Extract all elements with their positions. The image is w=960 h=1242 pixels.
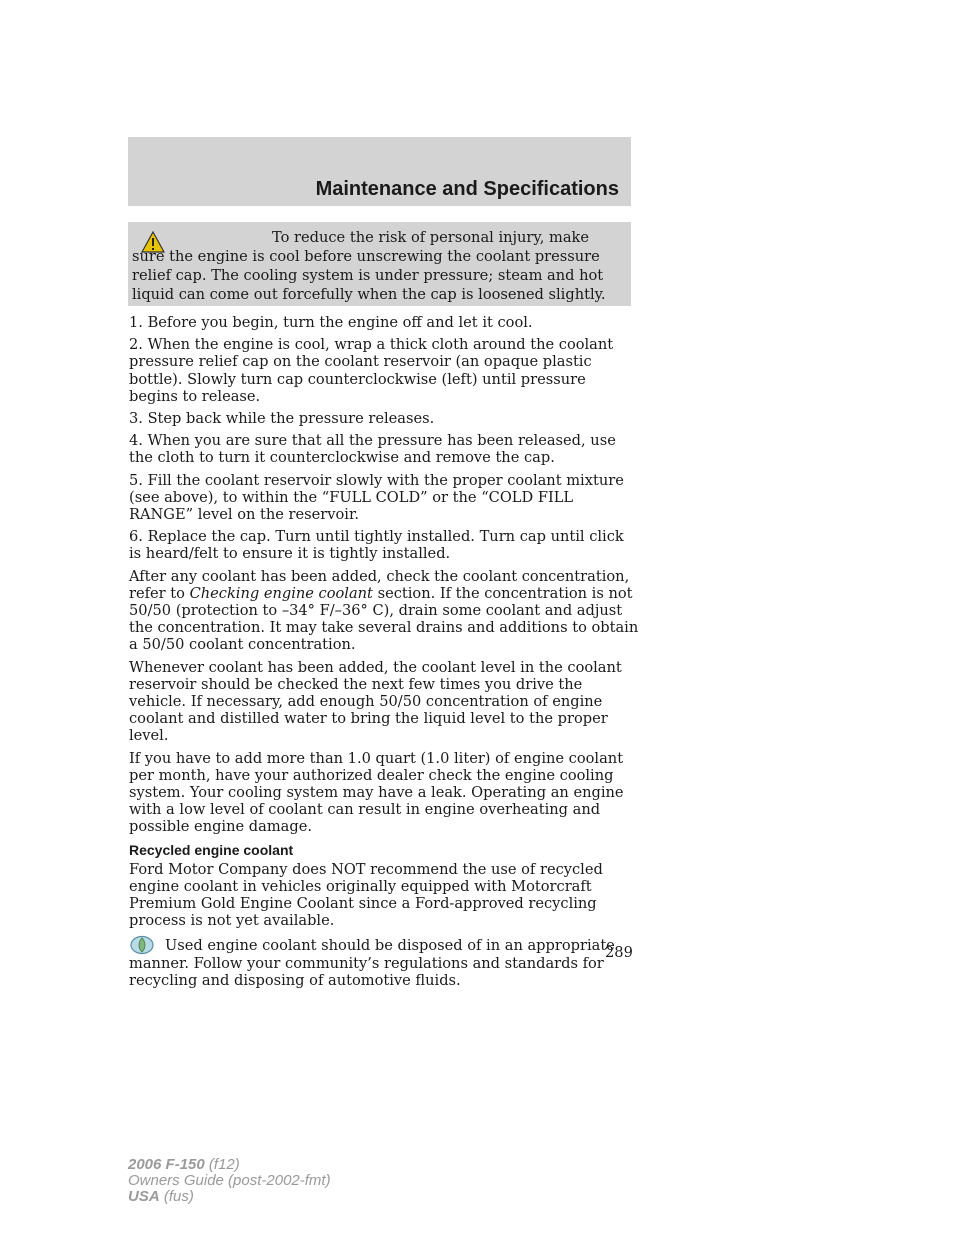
step-1: 1. Before you begin, turn the engine off and let it cool.: [129, 314, 533, 331]
concentration-text-start: After any coolant has been added, check the coolant concentration, refer to: [129, 567, 630, 602]
section-title: Maintenance and Specifications: [315, 178, 619, 200]
section-header: [128, 137, 631, 206]
recycled-coolant-paragraph: Ford Motor Company does NOT recommend the use of recycled engine coolant in vehicles originally equipped with Motorcraft Premium Gold Engine Coolant since a Ford-approved recycling process is not yet available.: [129, 860, 603, 930]
warning-text: To reduce the risk of personal injury, make sure the engine is cool before unscrewing the coolant pressure relief cap. The cooling system is under pressure; steam and hot liquid can come out forcefully when the cap is loosened slightly.: [132, 229, 606, 303]
footer-line-1: [128, 1157, 331, 1173]
coolant-check-paragraph: Whenever coolant has been added, the coolant level in the coolant reservoir should be checked the next few times you drive the vehicle. If necessary, add enough 50/50 concentration of engine coolant and distilled water to bring the liquid level to the proper level.: [129, 658, 622, 745]
footer-line-2: Owners Guide (post-2002-fmt): [128, 1172, 331, 1189]
footer-market: USA: [128, 1188, 160, 1205]
step-5: 5. Fill the coolant reservoir slowly with the proper coolant mixture (see above), to within the “FULL COLD” or the “COLD FILL RANGE” level on the reservoir.: [129, 471, 624, 524]
checking-coolant-reference: Checking engine coolant: [189, 584, 373, 602]
step-3: 3. Step back while the pressure releases.: [129, 410, 435, 428]
coolant-leak-paragraph: If you have to add more than 1.0 quart (1.0 liter) of engine coolant per month, have your authorized dealer check the engine cooling system. Your cooling system may have a leak. Operating an engine with a low level of coolant can result in engine overheating and possible engine damage.: [129, 749, 624, 836]
disposal-paragraph: [129, 935, 639, 989]
footer: [128, 1157, 331, 1205]
footer-model: 2006 F-150: [128, 1156, 205, 1173]
recycle-environment-icon: [129, 935, 155, 955]
concentration-paragraph: [129, 568, 639, 654]
footer-line-3: [128, 1189, 331, 1205]
concentration-text-end: section. If the concentration is not 50/50 (protection to –34° F/–36° C), drain some coolant and adjust the concentration. It may take several drains and additions to obtain a 50/50 coolant concentration.: [129, 584, 639, 654]
footer-market-code: (fus): [159, 1188, 194, 1205]
warning-box: [128, 222, 631, 306]
step-6: 6. Replace the cap. Turn until tightly installed. Turn cap until click is heard/felt to ensure it is tightly installed.: [129, 528, 624, 563]
page-number: 289: [605, 944, 633, 961]
disposal-text: Used engine coolant should be disposed of in an appropriate manner. Follow your community’s regulations and standards for recycling and disposing of automotive fluids.: [129, 936, 615, 989]
step-4: 4. When you are sure that all the pressure has been released, use the cloth to turn it counterclockwise and remove the cap.: [129, 432, 616, 467]
recycled-coolant-heading: Recycled engine coolant: [129, 841, 294, 858]
step-2: 2. When the engine is cool, wrap a thick cloth around the coolant pressure relief cap on the coolant reservoir (an opaque plastic bottle). Slowly turn cap counterclockwise (left) until pressure begins to release.: [129, 336, 614, 405]
main-content: [129, 314, 639, 994]
footer-model-code: (f12): [204, 1156, 240, 1173]
